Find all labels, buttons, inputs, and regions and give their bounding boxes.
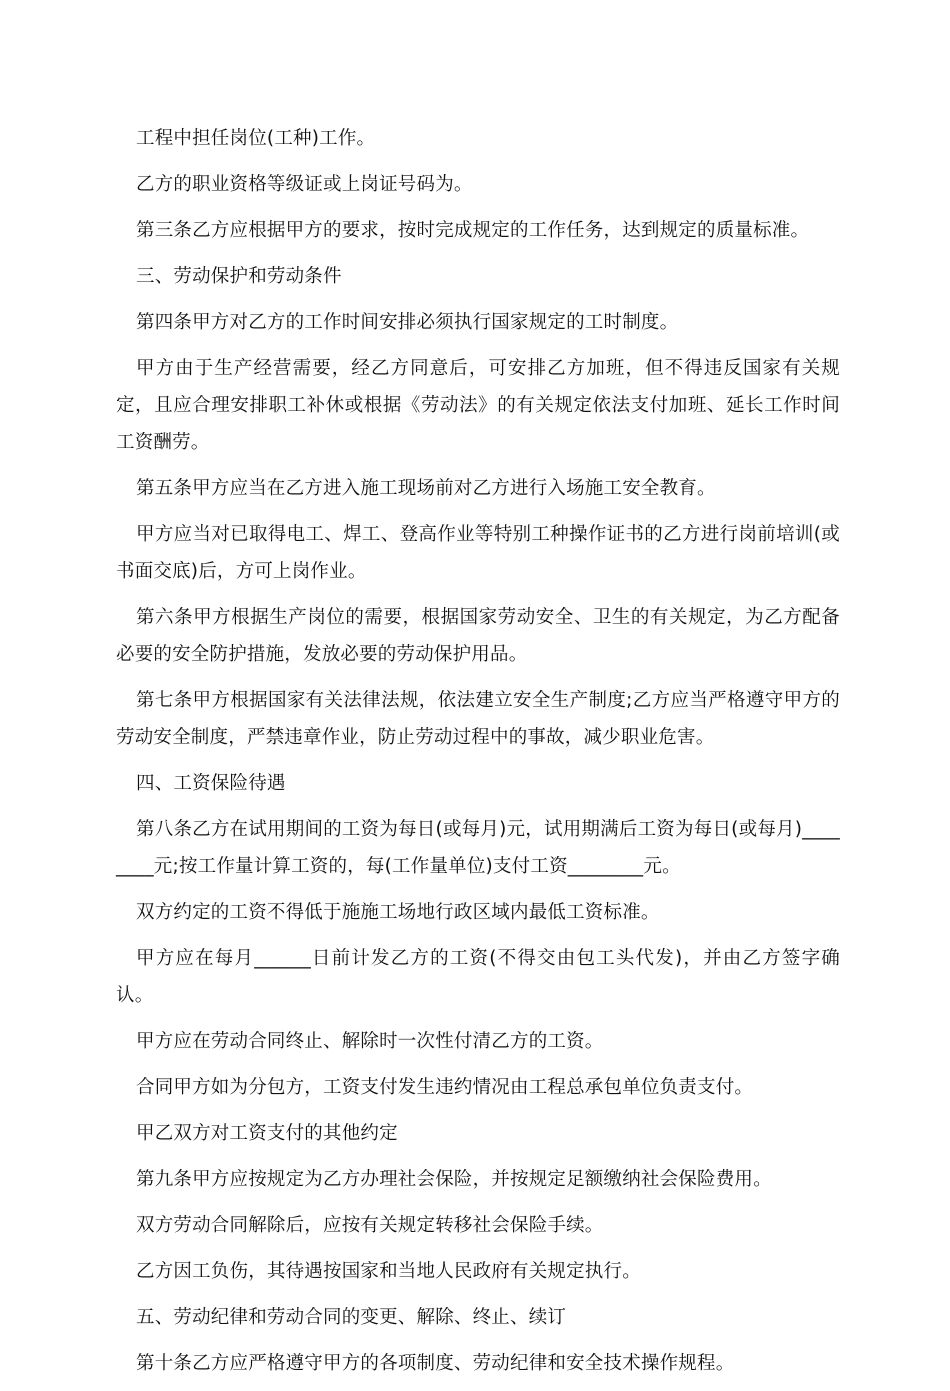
paragraph: 甲方应在每月______日前计发乙方的工资(不得交由包工头代发)，并由乙方签字确认。 bbox=[116, 948, 840, 1006]
paragraph: 乙方的职业资格等级证或上岗证号码为。 bbox=[136, 174, 473, 195]
paragraph: 第八条乙方在试用期间的工资为每日(或每月)元，试用期满后工资为每日(或每月)________元;按工作量计算工资的，每(工作量单位)支付工资________元。 bbox=[116, 819, 840, 877]
paragraph: 第四条甲方对乙方的工作时间安排必须执行国家规定的工时制度。 bbox=[136, 312, 679, 333]
paragraph: 甲方应当对已取得电工、焊工、登高作业等特别工种操作证书的乙方进行岗前培训(或书面交底)后，方可上岗作业。 bbox=[116, 524, 840, 582]
paragraph: 乙方因工负伤，其待遇按国家和当地人民政府有关规定执行。 bbox=[136, 1261, 641, 1282]
paragraph: 甲乙双方对工资支付的其他约定 bbox=[136, 1123, 398, 1144]
paragraph: 第五条甲方应当在乙方进入施工现场前对乙方进行入场施工安全教育。 bbox=[136, 478, 716, 499]
paragraph: 双方劳动合同解除后，应按有关规定转移社会保险手续。 bbox=[136, 1215, 604, 1236]
paragraph: 合同甲方如为分包方，工资支付发生违约情况由工程总承包单位负责支付。 bbox=[136, 1077, 754, 1098]
paragraph: 甲方由于生产经营需要，经乙方同意后，可安排乙方加班，但不得违反国家有关规定，且应合理安排职工补休或根据《劳动法》的有关规定依法支付加班、延长工作时间工资酬劳。 bbox=[116, 358, 840, 453]
paragraph: 第六条甲方根据生产岗位的需要，根据国家劳动安全、卫生的有关规定，为乙方配备必要的安全防护措施，发放必要的劳动保护用品。 bbox=[116, 607, 840, 665]
paragraph: 第七条甲方根据国家有关法律法规，依法建立安全生产制度;乙方应当严格遵守甲方的劳动安全制度，严禁违章作业，防止劳动过程中的事故，减少职业危害。 bbox=[116, 690, 840, 748]
paragraph: 第三条乙方应根据甲方的要求，按时完成规定的工作任务，达到规定的质量标准。 bbox=[136, 220, 810, 241]
paragraph: 甲方应在劳动合同终止、解除时一次性付清乙方的工资。 bbox=[136, 1031, 604, 1052]
section-heading: 四、工资保险待遇 bbox=[136, 773, 286, 794]
section-heading: 三、劳动保护和劳动条件 bbox=[136, 266, 342, 287]
paragraph: 第九条甲方应按规定为乙方办理社会保险，并按规定足额缴纳社会保险费用。 bbox=[136, 1169, 772, 1190]
section-heading: 五、劳动纪律和劳动合同的变更、解除、终止、续订 bbox=[136, 1307, 567, 1328]
paragraph: 工程中担任岗位(工种)工作。 bbox=[136, 128, 376, 149]
document-body bbox=[116, 120, 840, 1391]
paragraph: 第十条乙方应严格遵守甲方的各项制度、劳动纪律和安全技术操作规程。 bbox=[136, 1353, 735, 1374]
paragraph: 双方约定的工资不得低于施施工场地行政区域内最低工资标准。 bbox=[136, 902, 660, 923]
